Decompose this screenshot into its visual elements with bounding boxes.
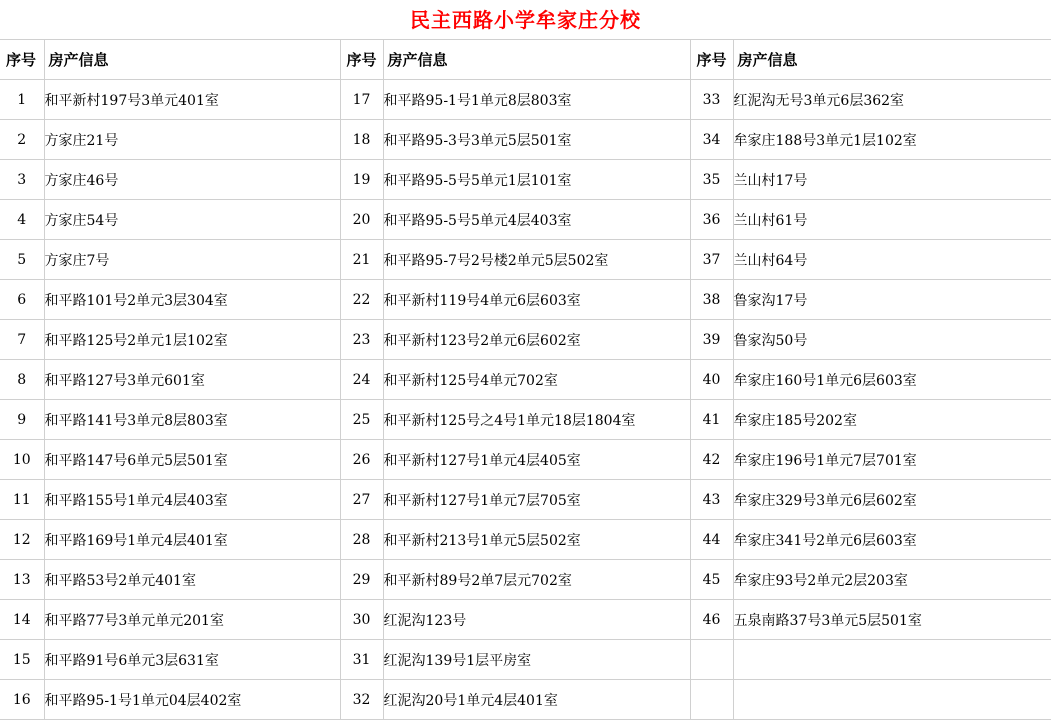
seq-cell[interactable]: 10 [0, 440, 44, 480]
seq-cell[interactable]: 33 [690, 80, 733, 120]
header-seq: 序号 [0, 40, 44, 80]
seq-cell[interactable]: 2 [0, 120, 44, 160]
info-cell[interactable]: 和平新村125号4单元702室 [383, 360, 690, 400]
seq-cell[interactable]: 34 [690, 120, 733, 160]
seq-cell[interactable]: 38 [690, 280, 733, 320]
table-row [0, 280, 1051, 320]
info-cell[interactable]: 和平新村127号1单元4层405室 [383, 440, 690, 480]
seq-cell[interactable]: 26 [340, 440, 383, 480]
table-row [0, 360, 1051, 400]
header-row [0, 40, 1051, 80]
header-info: 房产信息 [383, 40, 690, 80]
info-cell[interactable]: 和平新村213号1单元5层502室 [383, 520, 690, 560]
seq-cell[interactable]: 15 [0, 640, 44, 680]
info-cell[interactable]: 和平新村127号1单元7层705室 [383, 480, 690, 520]
info-cell[interactable]: 牟家庄160号1单元6层603室 [733, 360, 1051, 400]
seq-cell[interactable]: 45 [690, 560, 733, 600]
info-cell[interactable]: 和平新村197号3单元401室 [44, 80, 340, 120]
table-row [0, 480, 1051, 520]
seq-cell[interactable] [690, 640, 733, 680]
info-cell[interactable]: 方家庄46号 [44, 160, 340, 200]
info-cell[interactable]: 和平新村123号2单元6层602室 [383, 320, 690, 360]
table-row [0, 400, 1051, 440]
seq-cell[interactable]: 32 [340, 680, 383, 720]
table-row [0, 560, 1051, 600]
seq-cell[interactable]: 6 [0, 280, 44, 320]
seq-cell[interactable] [690, 680, 733, 720]
table-row [0, 640, 1051, 680]
seq-cell[interactable]: 42 [690, 440, 733, 480]
seq-cell[interactable]: 1 [0, 80, 44, 120]
info-cell[interactable]: 和平新村89号2单7层元702室 [383, 560, 690, 600]
info-cell[interactable]: 和平路95-7号2号楼2单元5层502室 [383, 240, 690, 280]
header-seq: 序号 [340, 40, 383, 80]
seq-cell[interactable]: 22 [340, 280, 383, 320]
info-cell[interactable]: 和平路101号2单元3层304室 [44, 280, 340, 320]
seq-cell[interactable]: 19 [340, 160, 383, 200]
seq-cell[interactable]: 13 [0, 560, 44, 600]
info-cell[interactable]: 方家庄54号 [44, 200, 340, 240]
info-cell[interactable]: 和平路95-5号5单元4层403室 [383, 200, 690, 240]
seq-cell[interactable]: 30 [340, 600, 383, 640]
seq-cell[interactable]: 39 [690, 320, 733, 360]
table-row [0, 80, 1051, 120]
info-cell[interactable]: 和平路77号3单元单元201室 [44, 600, 340, 640]
sheet-title: 民主西路小学牟家庄分校 [0, 0, 1051, 40]
seq-cell[interactable]: 37 [690, 240, 733, 280]
info-cell[interactable]: 红泥沟139号1层平房室 [383, 640, 690, 680]
info-cell[interactable]: 方家庄21号 [44, 120, 340, 160]
info-cell[interactable]: 和平路125号2单元1层102室 [44, 320, 340, 360]
info-cell[interactable]: 兰山村61号 [733, 200, 1051, 240]
info-cell[interactable]: 和平路91号6单元3层631室 [44, 640, 340, 680]
header-info: 房产信息 [44, 40, 340, 80]
info-cell[interactable]: 和平路147号6单元5层501室 [44, 440, 340, 480]
seq-cell[interactable]: 12 [0, 520, 44, 560]
info-cell[interactable]: 五泉南路37号3单元5层501室 [733, 600, 1051, 640]
info-cell[interactable]: 和平路95-5号5单元1层101室 [383, 160, 690, 200]
info-cell[interactable]: 牟家庄196号1单元7层701室 [733, 440, 1051, 480]
seq-cell[interactable]: 14 [0, 600, 44, 640]
seq-cell[interactable]: 20 [340, 200, 383, 240]
seq-cell[interactable]: 9 [0, 400, 44, 440]
info-cell[interactable]: 方家庄7号 [44, 240, 340, 280]
seq-cell[interactable]: 28 [340, 520, 383, 560]
seq-cell[interactable]: 17 [340, 80, 383, 120]
info-cell[interactable]: 兰山村17号 [733, 160, 1051, 200]
seq-cell[interactable]: 36 [690, 200, 733, 240]
info-cell[interactable]: 和平路169号1单元4层401室 [44, 520, 340, 560]
info-cell[interactable]: 兰山村64号 [733, 240, 1051, 280]
table-row [0, 160, 1051, 200]
info-cell[interactable]: 牟家庄329号3单元6层602室 [733, 480, 1051, 520]
seq-cell[interactable]: 44 [690, 520, 733, 560]
info-cell[interactable]: 牟家庄341号2单元6层603室 [733, 520, 1051, 560]
seq-cell[interactable]: 24 [340, 360, 383, 400]
info-cell[interactable]: 鲁家沟50号 [733, 320, 1051, 360]
info-cell[interactable]: 牟家庄188号3单元1层102室 [733, 120, 1051, 160]
info-cell[interactable]: 和平路127号3单元601室 [44, 360, 340, 400]
header-seq: 序号 [690, 40, 733, 80]
seq-cell[interactable]: 46 [690, 600, 733, 640]
info-cell[interactable]: 和平新村119号4单元6层603室 [383, 280, 690, 320]
info-cell[interactable]: 红泥沟无号3单元6层362室 [733, 80, 1051, 120]
info-cell[interactable]: 红泥沟20号1单元4层401室 [383, 680, 690, 720]
seq-cell[interactable]: 23 [340, 320, 383, 360]
seq-cell[interactable]: 40 [690, 360, 733, 400]
table-row [0, 520, 1051, 560]
info-cell[interactable]: 和平路141号3单元8层803室 [44, 400, 340, 440]
seq-cell[interactable]: 3 [0, 160, 44, 200]
info-cell[interactable] [733, 640, 1051, 680]
seq-cell[interactable]: 31 [340, 640, 383, 680]
seq-cell[interactable]: 5 [0, 240, 44, 280]
info-cell[interactable]: 和平路53号2单元401室 [44, 560, 340, 600]
table-row [0, 600, 1051, 640]
table-row [0, 240, 1051, 280]
info-cell[interactable]: 和平路95-3号3单元5层501室 [383, 120, 690, 160]
table-row [0, 200, 1051, 240]
seq-cell[interactable]: 29 [340, 560, 383, 600]
info-cell[interactable]: 牟家庄93号2单元2层203室 [733, 560, 1051, 600]
header-info: 房产信息 [733, 40, 1051, 80]
table-row [0, 680, 1051, 720]
seq-cell[interactable]: 4 [0, 200, 44, 240]
info-cell[interactable]: 和平路95-1号1单元8层803室 [383, 80, 690, 120]
housing-table [0, 40, 1051, 720]
seq-cell[interactable]: 16 [0, 680, 44, 720]
seq-cell[interactable]: 11 [0, 480, 44, 520]
seq-cell[interactable]: 8 [0, 360, 44, 400]
info-cell[interactable] [733, 680, 1051, 720]
info-cell[interactable]: 红泥沟123号 [383, 600, 690, 640]
info-cell[interactable]: 鲁家沟17号 [733, 280, 1051, 320]
seq-cell[interactable]: 7 [0, 320, 44, 360]
seq-cell[interactable]: 43 [690, 480, 733, 520]
info-cell[interactable]: 和平新村125号之4号1单元18层1804室 [383, 400, 690, 440]
seq-cell[interactable]: 25 [340, 400, 383, 440]
table-row [0, 440, 1051, 480]
seq-cell[interactable]: 27 [340, 480, 383, 520]
seq-cell[interactable]: 35 [690, 160, 733, 200]
seq-cell[interactable]: 18 [340, 120, 383, 160]
seq-cell[interactable]: 21 [340, 240, 383, 280]
info-cell[interactable]: 和平路95-1号1单元04层402室 [44, 680, 340, 720]
table-row [0, 320, 1051, 360]
info-cell[interactable]: 牟家庄185号202室 [733, 400, 1051, 440]
seq-cell[interactable]: 41 [690, 400, 733, 440]
info-cell[interactable]: 和平路155号1单元4层403室 [44, 480, 340, 520]
table-row [0, 120, 1051, 160]
